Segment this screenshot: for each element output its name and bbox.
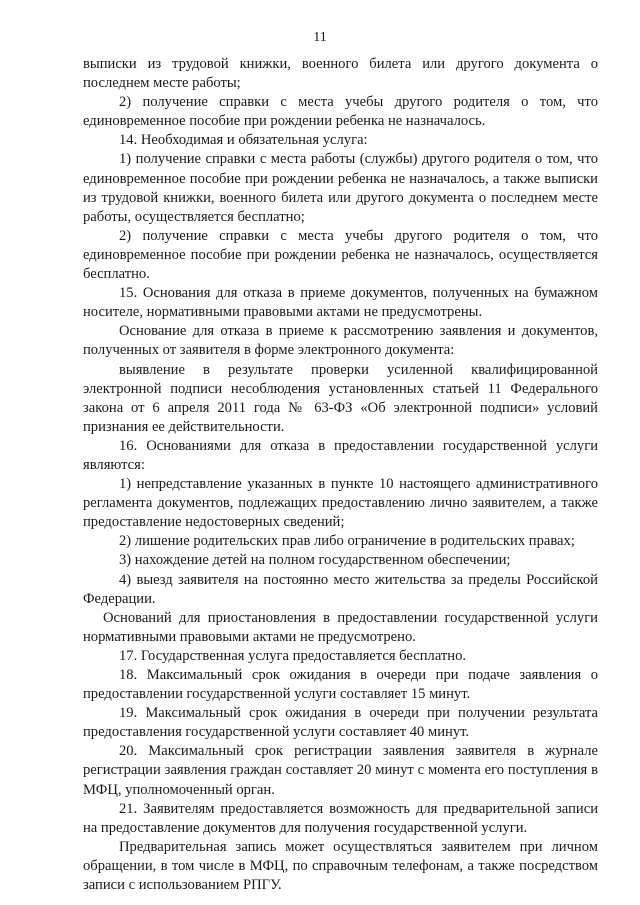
paragraph-21: 21. Заявителям предоставляется возможность для предварительной записи на предоставление документов для получения государственной услуги. — [83, 800, 598, 836]
document-body — [83, 55, 598, 895]
paragraph-14-item-2: 2) получение справки с места учебы другого родителя о том, что единовременное пособие при рождении ребенка не назначалось, осуществляется бесплатно. — [83, 227, 598, 283]
paragraph-20: 20. Максимальный срок регистрации заявления заявителя в журнале регистрации заявления граждан составляет 20 минут с момента его поступления в МФЦ, уполномоченный орган. — [83, 743, 598, 798]
paragraph-15-electronic-basis: Основание для отказа в приеме к рассмотрению заявления и документов, полученных от заявителя в форме электронного документа: — [83, 323, 598, 359]
paragraph-16-item-1: 1) непредставление указанных в пункте 10 настоящего административного регламента документов, подлежащих предоставлению лично заявителем, а также предоставление недостоверных сведений; — [83, 476, 598, 531]
paragraph-16-item-4: 4) выезд заявителя на постоянно место жительства за пределы Российской Федерации. — [83, 571, 598, 607]
paragraph-14-heading: 14. Необходимая и обязательная услуга: — [119, 132, 368, 149]
paragraph-18: 18. Максимальный срок ожидания в очереди при подаче заявления о предоставлении государственной услуги составляет 15 минут. — [83, 667, 598, 703]
paragraph-15: 15. Основания для отказа в приеме документов, полученных на бумажном носителе, нормативными правовыми актами не предусмотрены. — [83, 285, 598, 321]
paragraph-16-item-3: 3) нахождение детей на полном государственном обеспечении; — [119, 552, 511, 569]
page-number: 11 — [313, 30, 327, 45]
paragraph-suspension-basis: Оснований для приостановления в предоставлении государственной услуги нормативными правовыми актами не предусмотрено. — [83, 609, 598, 645]
paragraph-14-item-1: 1) получение справки с места работы (службы) другого родителя о том, что единовременное пособие при рождении ребенка не назначалось, а также выписки из трудовой книжки, военного билета или другого документа о последнем месте работы, осуществляется бесплатно; — [83, 151, 598, 225]
paragraph-15-signature-check: выявление в результате проверки усиленной квалифицированной электронной подписи несоблюдения установленных статьей 11 Федерального закона от 6 апреля 2011 года № 63-ФЗ «Об электронной подписи» условий признания ее действительности. — [83, 361, 598, 435]
paragraph-16-item-2: 2) лишение родительских прав либо ограничение в родительских правах; — [119, 533, 575, 550]
paragraph-21-preregistration: Предварительная запись может осуществляться заявителем при личном обращении, в том числе в МФЦ, по справочным телефонам, а также посредством записи с использованием РПГУ. — [83, 838, 598, 894]
paragraph-13-item-2: 2) получение справки с места учебы другого родителя о том, что единовременное пособие при рождении ребенка не назначалось. — [83, 94, 598, 130]
paragraph-continuation: выписки из трудовой книжки, военного билета или другого документа о последнем месте работы; — [83, 56, 598, 92]
paragraph-17: 17. Государственная услуга предоставляется бесплатно. — [119, 647, 467, 664]
paragraph-19: 19. Максимальный срок ожидания в очереди при получении результата предоставления государственной услуги составляет 40 минут. — [83, 705, 598, 741]
paragraph-16-heading: 16. Основаниями для отказа в предоставлении государственной услуги являются: — [83, 437, 598, 473]
